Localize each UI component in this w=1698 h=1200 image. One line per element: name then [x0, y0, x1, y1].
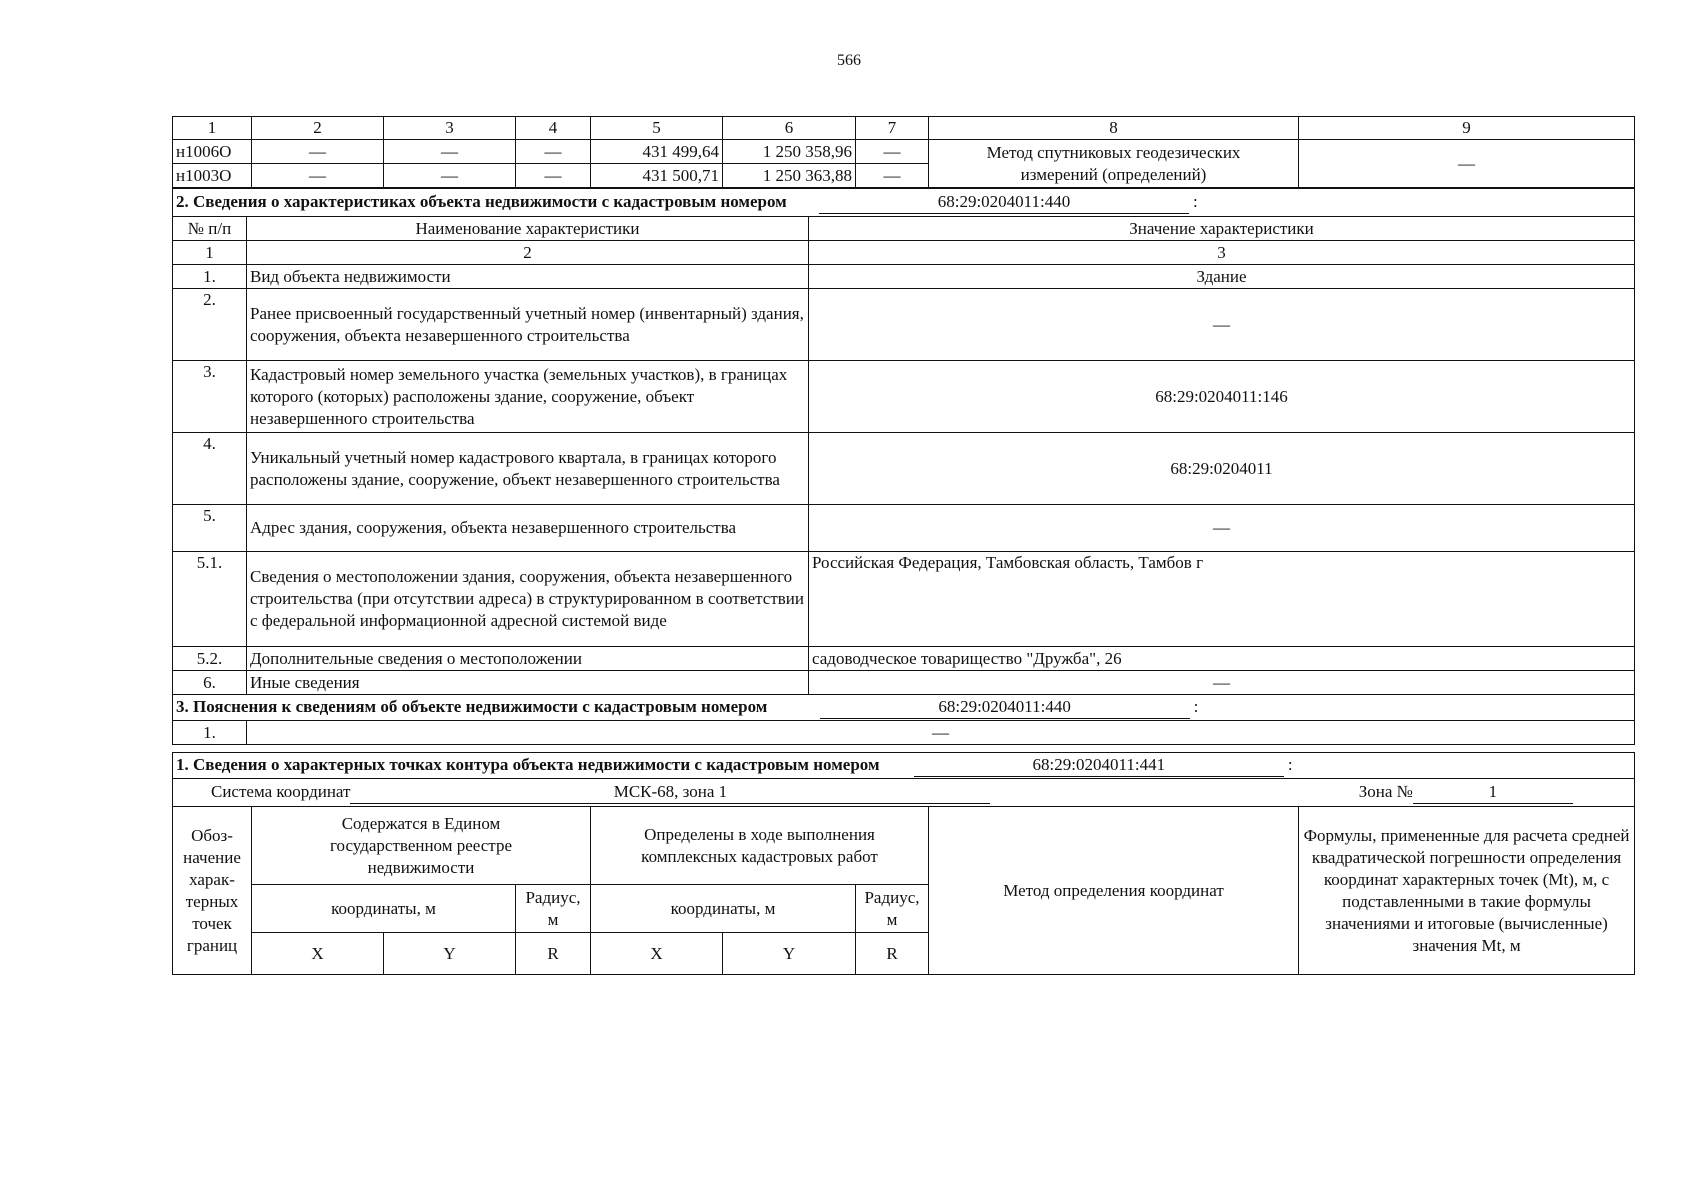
table-row — [173, 361, 1635, 433]
col-number: 2 — [252, 117, 384, 140]
table-row — [173, 647, 1635, 671]
row-value: — — [247, 721, 1635, 745]
cell-dash: — — [384, 140, 516, 164]
row-name: Вид объекта недвижимости — [247, 265, 809, 289]
contour-points-table — [172, 752, 1635, 975]
header-method: Метод определения координат — [929, 807, 1299, 975]
header-radius: Радиус, м — [516, 885, 591, 933]
header-num: № п/п — [173, 217, 247, 241]
cell-dash: — — [856, 140, 929, 164]
row-num: 1. — [173, 721, 247, 745]
row-num: 3. — [173, 361, 247, 433]
header-value: Значение характеристики — [809, 217, 1635, 241]
header-y: Y — [384, 933, 516, 975]
table-row — [173, 433, 1635, 505]
header-y: Y — [723, 933, 856, 975]
row-value: Здание — [809, 265, 1635, 289]
header-row — [173, 217, 1635, 241]
col-number: 5 — [591, 117, 723, 140]
cell-dash: — — [516, 140, 591, 164]
col-number: 3 — [384, 117, 516, 140]
cadastral-number: 68:29:0204011:440 — [820, 696, 1190, 719]
header-designation: Обоз-начение харак-терных точек границ — [173, 807, 252, 975]
point-name: н1003О — [173, 164, 252, 188]
header-r: R — [516, 933, 591, 975]
header-name: Наименование характеристики — [247, 217, 809, 241]
col-number: 1 — [173, 241, 247, 265]
row-name: Иные сведения — [247, 671, 809, 695]
cadastral-number: 68:29:0204011:440 — [819, 191, 1189, 214]
column-number-row — [173, 241, 1635, 265]
table-row — [173, 505, 1635, 552]
coord-x: 431 500,71 — [591, 164, 723, 188]
section-title: 1. Сведения о характерных точках контура объекта недвижимости с кадастровым номером — [176, 755, 880, 774]
table-row — [173, 721, 1635, 745]
row-name: Ранее присвоенный государственный учетный номер (инвентарный) здания, сооружения, объекта незавершенного строительства — [247, 289, 809, 361]
cell-dash: — — [1299, 140, 1635, 188]
coord-y: 1 250 358,96 — [723, 140, 856, 164]
section-3-heading-row — [173, 695, 1635, 721]
row-value: Российская Федерация, Тамбовская область, Тамбов г — [809, 552, 1635, 647]
row-value: 68:29:0204011 — [809, 433, 1635, 505]
cell-dash: — — [856, 164, 929, 188]
table-row — [173, 140, 1635, 164]
header-formulas: Формулы, примененные для расчета средней квадратической погрешности определения координат характерных точек (Mt), м, с подставленными в такие формулы значениями и итоговые (вычисленные) значения Mt, м — [1299, 807, 1635, 975]
cell-dash: — — [252, 140, 384, 164]
coord-system-value: МСК-68, зона 1 — [350, 781, 990, 804]
row-value: — — [809, 289, 1635, 361]
row-value: — — [809, 505, 1635, 552]
cell-dash: — — [252, 164, 384, 188]
section-1-heading-row — [173, 753, 1635, 779]
row-num: 4. — [173, 433, 247, 505]
cell-dash: — — [516, 164, 591, 188]
header-coords: координаты, м — [591, 885, 856, 933]
section-title: 2. Сведения о характеристиках объекта недвижимости с кадастровым номером — [176, 192, 787, 211]
row-num: 5. — [173, 505, 247, 552]
col-number: 9 — [1299, 117, 1635, 140]
row-num: 6. — [173, 671, 247, 695]
row-name: Сведения о местоположении здания, сооружения, объекта незавершенного строительства (при отсутствии адреса) в структурированном в соответствии с федеральной информационной адресной системой виде — [247, 552, 809, 647]
header-row — [173, 807, 1635, 885]
header-x: X — [591, 933, 723, 975]
section-2-heading-row — [173, 189, 1635, 217]
table-row — [173, 265, 1635, 289]
zone-label: Зона № — [1358, 782, 1413, 801]
coordinates-continuation-table — [172, 116, 1635, 188]
colon: : — [1193, 192, 1198, 211]
colon: : — [1287, 755, 1293, 774]
page-number: 566 — [837, 52, 861, 69]
zone-value: 1 — [1413, 781, 1573, 804]
coord-y: 1 250 363,88 — [723, 164, 856, 188]
row-num: 5.1. — [173, 552, 247, 647]
row-name: Адрес здания, сооружения, объекта незавершенного строительства — [247, 505, 809, 552]
row-value: садоводческое товарищество "Дружба", 26 — [809, 647, 1635, 671]
table-row — [173, 671, 1635, 695]
col-number: 7 — [856, 117, 929, 140]
column-number-row — [173, 117, 1635, 140]
table-row — [173, 552, 1635, 647]
row-value: — — [809, 671, 1635, 695]
row-num: 2. — [173, 289, 247, 361]
col-number: 6 — [723, 117, 856, 140]
table-row — [173, 289, 1635, 361]
method-cell: Метод спутниковых геодезических измерений (определений) — [929, 140, 1299, 188]
colon: : — [1193, 697, 1199, 716]
row-value: 68:29:0204011:146 — [809, 361, 1635, 433]
cadastral-number: 68:29:0204011:441 — [914, 754, 1284, 777]
row-name: Дополнительные сведения о местоположении — [247, 647, 809, 671]
col-number: 2 — [247, 241, 809, 265]
header-egrn: Содержатся в Едином государственном реестре недвижимости — [252, 807, 591, 885]
header-radius: Радиус, м — [856, 885, 929, 933]
row-num: 5.2. — [173, 647, 247, 671]
coord-x: 431 499,64 — [591, 140, 723, 164]
col-number: 4 — [516, 117, 591, 140]
section-title: 3. Пояснения к сведениям об объекте недвижимости с кадастровым номером — [176, 697, 768, 716]
col-number: 1 — [173, 117, 252, 140]
point-name: н1006О — [173, 140, 252, 164]
row-name: Уникальный учетный номер кадастрового квартала, в границах которого расположены здание, сооружение, объект незавершенного строительства — [247, 433, 809, 505]
header-coords: координаты, м — [252, 885, 516, 933]
cell-dash: — — [384, 164, 516, 188]
col-number: 8 — [929, 117, 1299, 140]
characteristics-table — [172, 188, 1635, 745]
coord-system-label: Система координат — [211, 782, 351, 801]
row-num: 1. — [173, 265, 247, 289]
row-name: Кадастровый номер земельного участка (земельных участков), в границах которого (которых) расположены здание, сооружение, объект незавершенного строительства — [247, 361, 809, 433]
coordinate-system-row — [173, 779, 1635, 807]
header-x: X — [252, 933, 384, 975]
header-r: R — [856, 933, 929, 975]
col-number: 3 — [809, 241, 1635, 265]
header-complex: Определены в ходе выполнения комплексных кадастровых работ — [591, 807, 929, 885]
